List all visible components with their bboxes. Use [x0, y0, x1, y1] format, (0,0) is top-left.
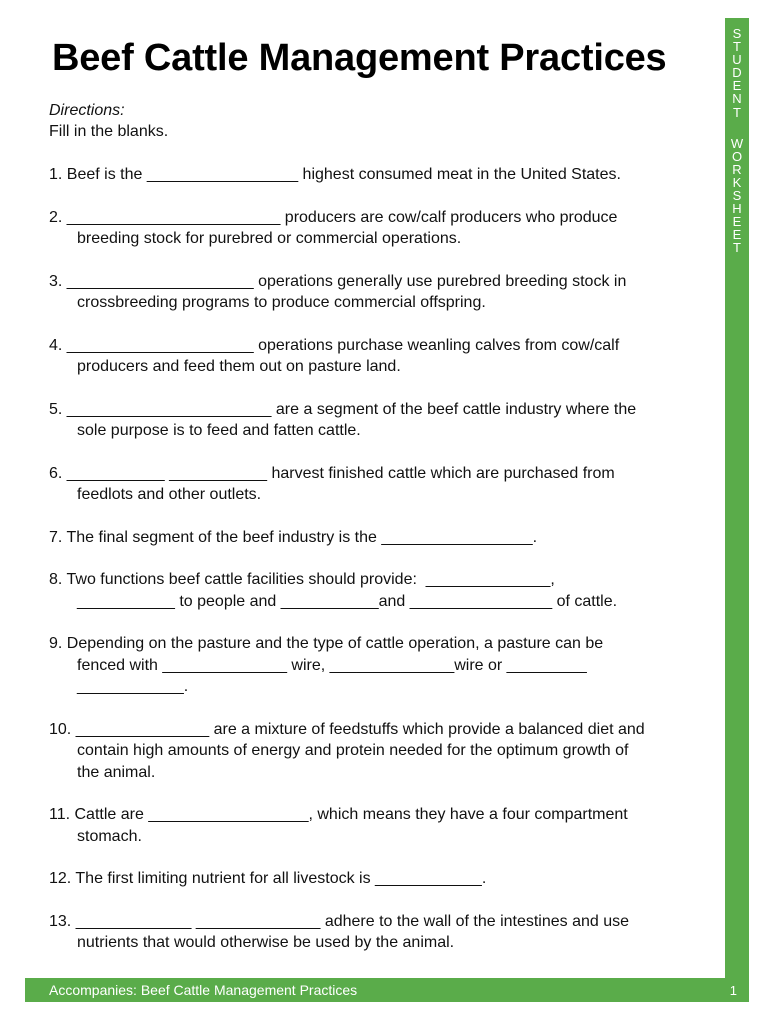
side-label-letter: D	[732, 65, 742, 81]
question-line: nutrients that would otherwise be used by the animal.	[77, 934, 455, 951]
question-line: 8. Two functions beef cattle facilities should provide: ______________,	[49, 571, 555, 588]
directions-text: Fill in the blanks.	[49, 123, 169, 140]
page-title: Beef Cattle Management Practices	[52, 37, 667, 79]
question-1	[49, 164, 714, 186]
question-10	[49, 719, 714, 784]
question-line: 11. Cattle are __________________, which means they have a four compartment	[49, 806, 628, 823]
question-line: 2. ________________________ producers are cow/calf producers who produce	[49, 208, 618, 226]
student-worksheet-side-banner	[725, 18, 749, 978]
question-12	[49, 868, 714, 890]
directions-heading: Directions:	[49, 102, 125, 119]
question-line: the animal.	[77, 763, 156, 781]
side-label-letter: W	[730, 135, 744, 151]
question-8	[49, 569, 714, 612]
question-line: 10. _______________ are a mixture of feedstuffs which provide a balanced diet and	[49, 720, 645, 738]
question-11	[49, 804, 714, 847]
question-line: 9. Depending on the pasture and the type of cattle operation, a pasture can be	[49, 635, 604, 652]
side-label-letter: N	[732, 91, 742, 107]
question-4	[49, 335, 714, 378]
question-9	[49, 633, 714, 698]
side-label-letter: E	[732, 78, 742, 94]
question-line: contain high amounts of energy and protein needed for the optimum growth of	[77, 742, 629, 759]
footer-accompanies-text: Accompanies: Beef Cattle Management Practices	[49, 982, 358, 998]
side-label-letter: E	[732, 227, 742, 243]
side-label-letter: R	[732, 161, 742, 177]
question-line: stomach.	[77, 827, 142, 845]
question-line: 13. _____________ ______________ adhere to the wall of the intestines and use	[49, 912, 630, 930]
question-line: 4. _____________________ operations purchase weanling calves from cow/calf	[49, 336, 620, 354]
question-line: fenced with ______________ wire, ______________wire or _________	[77, 656, 587, 674]
question-7	[49, 527, 714, 549]
page-number: 1	[729, 983, 737, 998]
side-label-letter: S	[732, 26, 742, 41]
side-label-letter: O	[731, 148, 743, 164]
side-label-letter: T	[733, 240, 741, 256]
side-label-letter: T	[733, 39, 741, 55]
question-line: ___________ to people and ___________and ________________ of cattle.	[77, 592, 618, 610]
question-6	[49, 463, 714, 506]
question-line: producers and feed them out on pasture land.	[77, 358, 401, 375]
footer-bar	[25, 978, 749, 1002]
side-label-letter: H	[732, 201, 742, 217]
question-line: 5. _______________________ are a segment of the beef cattle industry where the	[49, 400, 637, 418]
question-line: 1. Beef is the _________________ highest consumed meat in the United States.	[49, 166, 621, 183]
question-3	[49, 271, 714, 314]
side-label-letter: T	[733, 104, 741, 120]
question-line: feedlots and other outlets.	[77, 486, 262, 503]
question-2	[49, 207, 714, 250]
side-label-letter: K	[732, 174, 742, 190]
question-line: 12. The first limiting nutrient for all livestock is ____________.	[49, 870, 487, 887]
question-line: 6. ___________ ___________ harvest finished cattle which are purchased from	[49, 464, 615, 482]
question-list	[49, 164, 714, 954]
question-line: breeding stock for purebred or commercial operations.	[77, 230, 462, 247]
question-line: 7. The final segment of the beef industry is the _________________.	[49, 528, 538, 546]
question-line: ____________.	[77, 678, 189, 695]
question-13	[49, 911, 714, 954]
directions	[49, 100, 168, 142]
question-5	[49, 399, 714, 442]
question-line: crossbreeding programs to produce commercial offspring.	[77, 294, 486, 311]
side-label-letter: E	[732, 214, 742, 230]
question-line: 3. _____________________ operations generally use purebred breeding stock in	[49, 272, 627, 290]
side-label-letter: U	[732, 52, 742, 68]
question-line: sole purpose is to feed and fatten cattle.	[77, 422, 361, 439]
side-label-letter: S	[732, 188, 742, 204]
